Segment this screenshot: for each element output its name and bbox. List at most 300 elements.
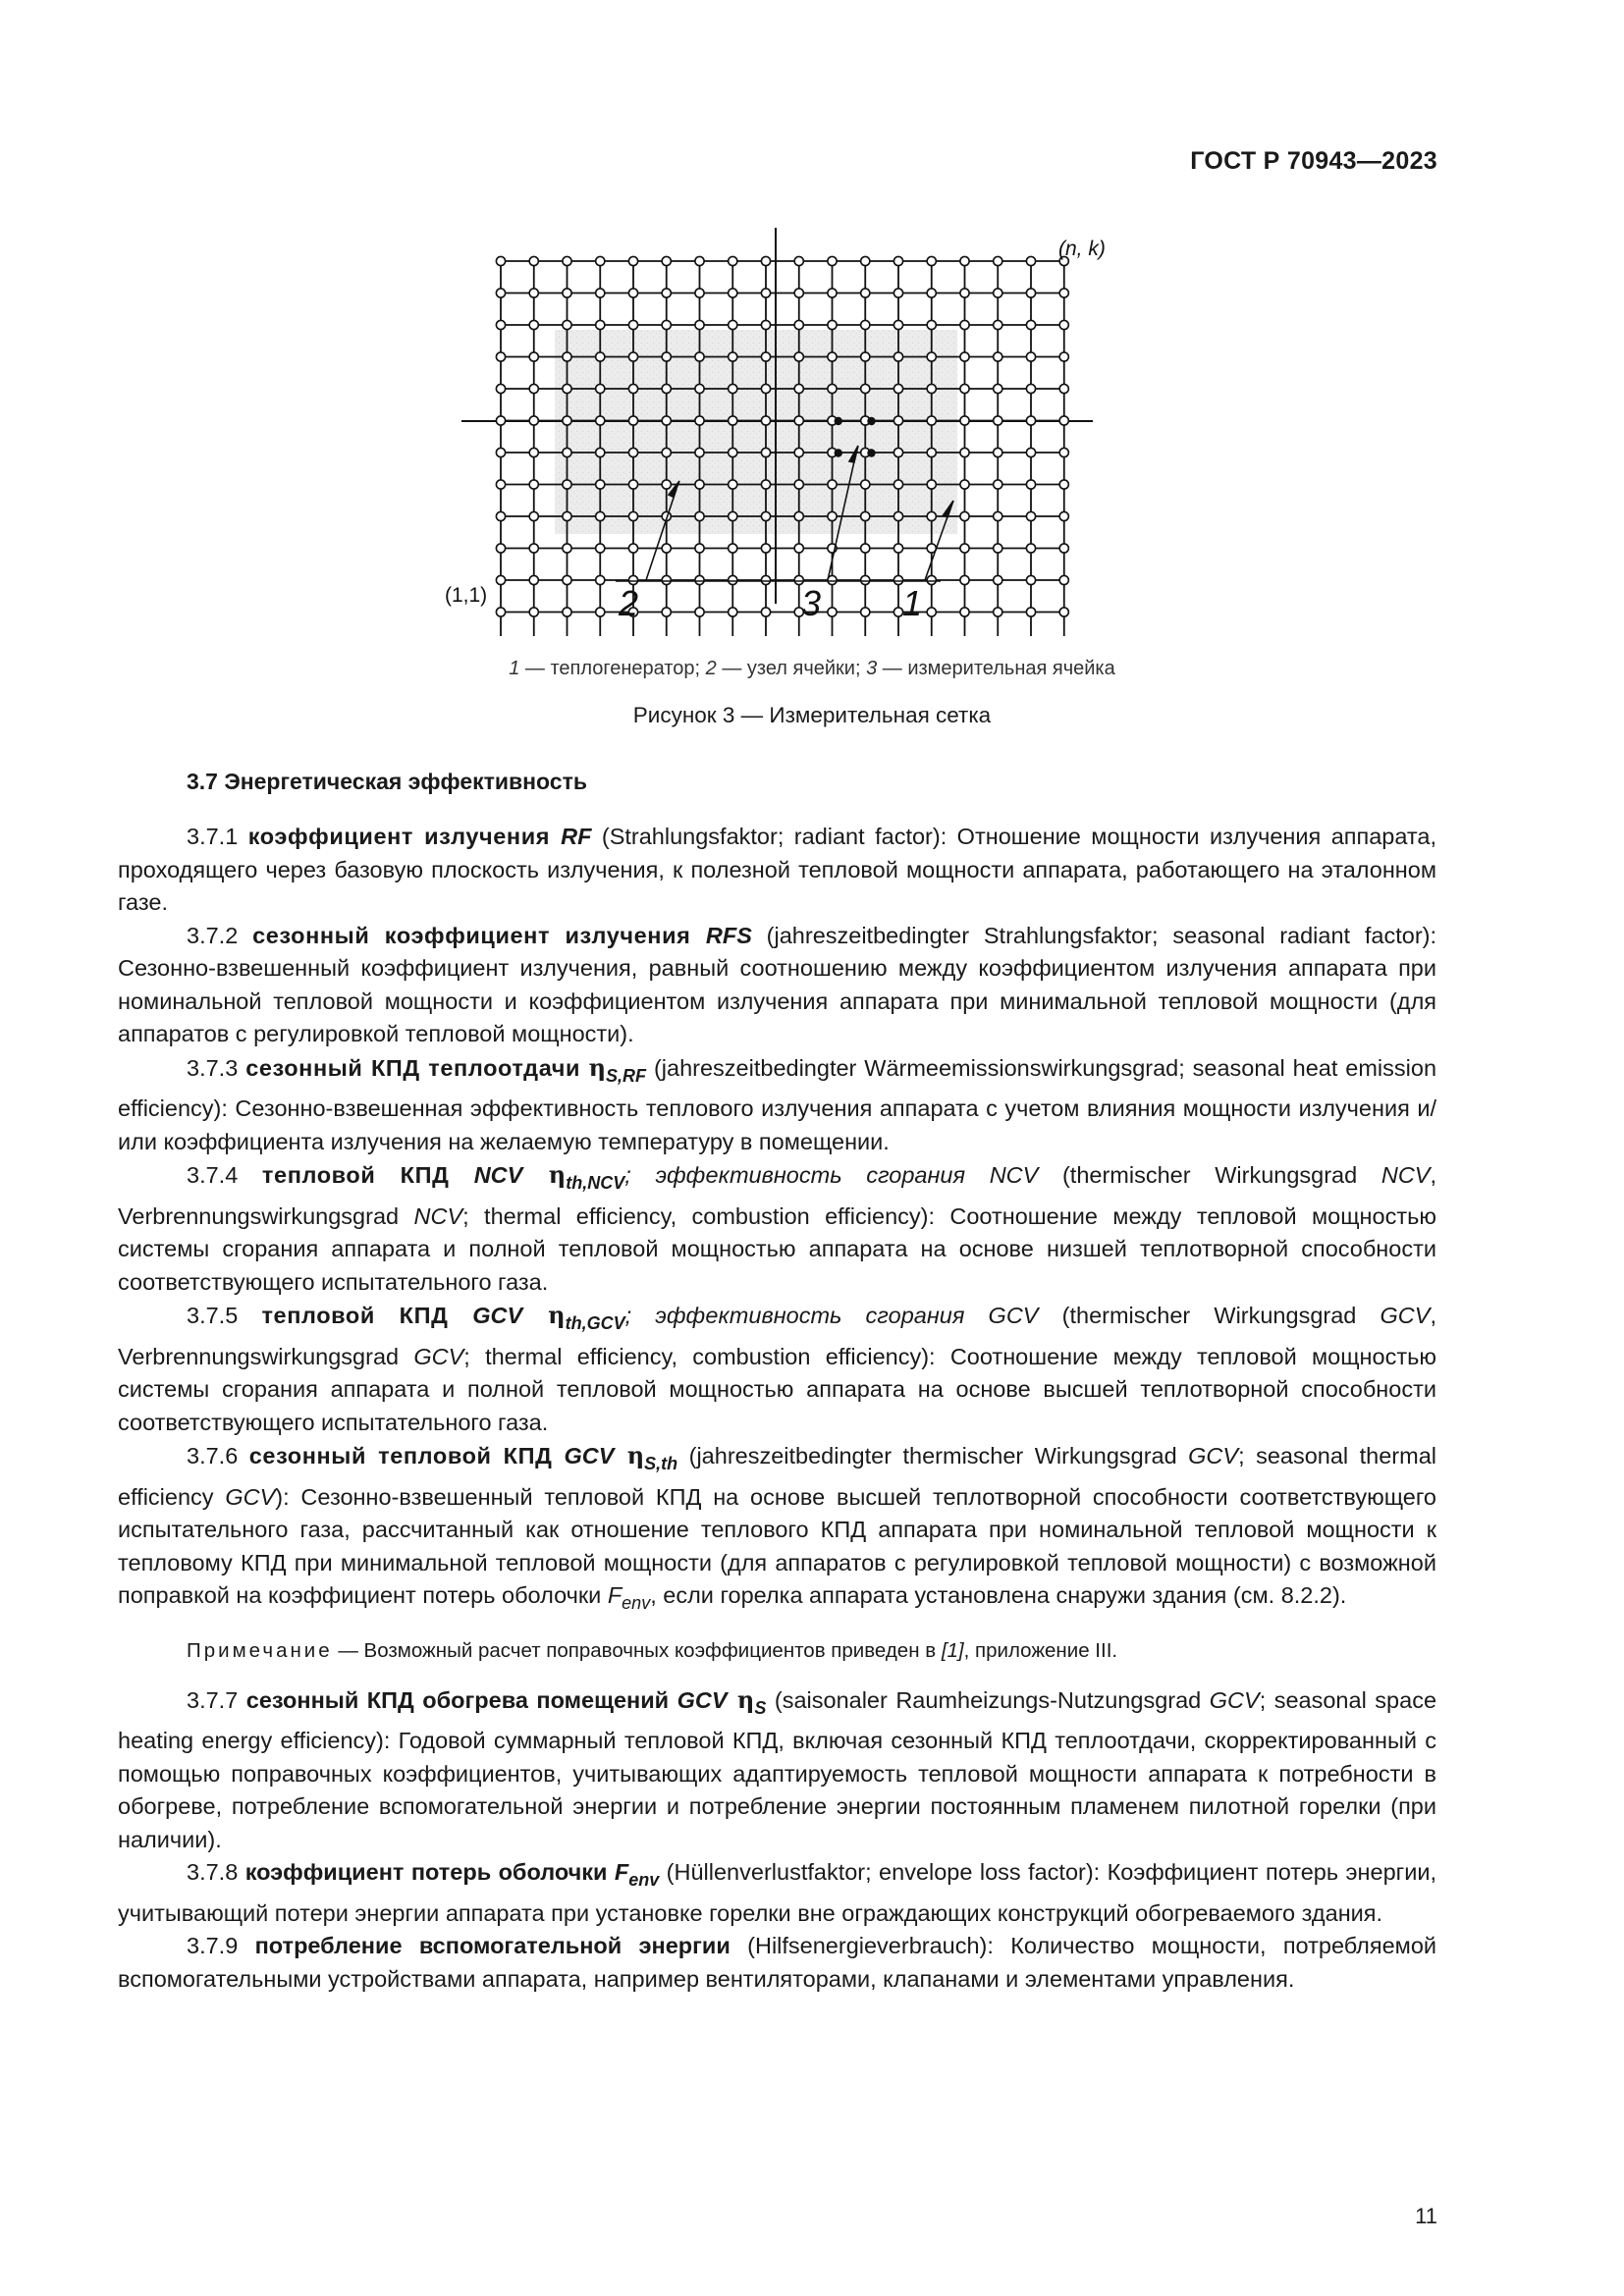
grid-node <box>761 511 770 520</box>
grid-node <box>927 511 936 520</box>
grid-node <box>695 448 704 456</box>
grid-node <box>1059 608 1068 616</box>
grid-node <box>596 608 605 616</box>
grid-node <box>596 480 605 489</box>
clause-number: 3.7.8 <box>187 1859 245 1885</box>
grid-node <box>794 289 803 297</box>
grid-node <box>596 320 605 329</box>
grid-node <box>529 256 538 265</box>
grid-node <box>563 448 571 456</box>
synonym-term: ; эффективность сгорания NCV <box>624 1162 1039 1188</box>
note-reference: [1] <box>941 1638 964 1662</box>
grid-node <box>994 384 1002 393</box>
grid-node <box>662 480 671 489</box>
definition-text: (jahreszeitbedingter Wärmeemissionswirkungsgrad; seasonal heat emission efficiency): Сезонно-взвешенная эффективность теплового излучения аппарата с учетом влияния мощности излучения и/или коэффициента излучения на желаемую температуру в помещении. <box>118 1054 1437 1154</box>
grid-node <box>628 352 637 361</box>
term: коэффициент излучения <box>247 824 562 849</box>
grid-node <box>828 352 837 361</box>
grid-node <box>761 352 770 361</box>
clause-number: 3.7.3 <box>187 1054 246 1081</box>
grid-node <box>994 511 1002 520</box>
grid-node <box>1026 416 1035 425</box>
grid-node <box>828 384 837 393</box>
grid-node <box>695 575 704 584</box>
clause-number: 3.7.1 <box>187 824 248 849</box>
grid-node <box>828 480 837 489</box>
grid-node <box>960 384 969 393</box>
grid-node <box>563 384 571 393</box>
eta-symbol: η <box>522 1160 567 1189</box>
grid-node <box>596 384 605 393</box>
grid-node <box>628 256 637 265</box>
grid-node <box>1026 384 1035 393</box>
grid-corner-label-bottom: (1,1) <box>445 584 488 607</box>
definition-text: , Verbrennungswirkungsgrad <box>118 1303 1436 1369</box>
grid-node <box>960 480 969 489</box>
grid-node <box>729 448 737 456</box>
grid-node <box>761 480 770 489</box>
legend-num: 3 <box>866 658 878 679</box>
grid-node <box>662 384 671 393</box>
note-label: Примечание <box>187 1638 333 1662</box>
grid-node <box>496 448 505 456</box>
eta-symbol: η <box>522 1301 566 1329</box>
grid-node <box>628 289 637 297</box>
symbol-italic: GCV <box>1380 1303 1431 1328</box>
measurement-cell-node <box>835 449 842 456</box>
grid-node <box>729 416 737 425</box>
grid-node <box>761 608 770 616</box>
grid-node <box>1059 575 1068 584</box>
grid-node <box>596 289 605 297</box>
grid-node <box>496 608 505 616</box>
callout-label-3: 3 <box>801 583 822 623</box>
callout-label-2: 2 <box>619 583 639 623</box>
term-symbol: RFS <box>705 922 752 948</box>
grid-node <box>628 511 637 520</box>
measurement-grid-figure <box>422 224 1129 636</box>
grid-node <box>729 544 737 553</box>
grid-node <box>861 352 870 361</box>
grid-node <box>662 448 671 456</box>
grid-node <box>960 352 969 361</box>
grid-node <box>596 575 605 584</box>
measurement-cell-node <box>867 449 875 456</box>
grid-node <box>927 416 936 425</box>
grid-node <box>662 289 671 297</box>
definition-text: , Verbrennungswirkungsgrad <box>118 1162 1436 1229</box>
grid-node <box>960 448 969 456</box>
grid-node <box>761 416 770 425</box>
grid-node <box>729 575 737 584</box>
term: коэффициент потерь оболочки <box>244 1859 615 1885</box>
term-symbol: RF <box>561 824 592 849</box>
grid-node <box>529 320 538 329</box>
grid-node <box>893 320 902 329</box>
symbol-subscript: env <box>628 1870 660 1890</box>
grid-node <box>994 289 1002 297</box>
grid-node <box>496 256 505 265</box>
grid-node <box>662 320 671 329</box>
grid-node <box>893 544 902 553</box>
grid-node <box>496 416 505 425</box>
grid-node <box>695 320 704 329</box>
grid-node <box>761 448 770 456</box>
grid-node <box>893 416 902 425</box>
grid-node <box>960 256 969 265</box>
grid-node <box>794 416 803 425</box>
grid-node <box>994 608 1002 616</box>
term: сезонный КПД обогрева помещений <box>245 1686 677 1713</box>
grid-node <box>529 352 538 361</box>
grid-node <box>927 480 936 489</box>
grid-node <box>1026 256 1035 265</box>
grid-node <box>1026 608 1035 616</box>
grid-node <box>662 416 671 425</box>
paragraph-3-7-3 <box>118 1051 1436 1159</box>
eta-symbol: η <box>614 1441 645 1469</box>
term: тепловой КПД <box>261 1303 473 1328</box>
paragraph-3-7-6 <box>118 1439 1436 1621</box>
grid-node <box>695 511 704 520</box>
definition-text: ; seasonal space heating energy efficiency): Годовой суммарный тепловой КПД, включая сезонный КПД теплоотдачи, скорректированный с помощью поправочных коэффициентов, учитывающих адаптируемость тепловой мощности аппарата к потребности в обогреве, потребление вспомогательной энергии и потребление энергии постоянным пламенем пилотной горелки (при наличии). <box>118 1686 1437 1852</box>
grid-node <box>729 511 737 520</box>
eta-subscript: S,RF <box>606 1065 647 1086</box>
grid-node <box>1026 320 1035 329</box>
grid-node <box>1026 575 1035 584</box>
term-symbol: GCV <box>472 1303 523 1328</box>
grid-node <box>596 511 605 520</box>
grid-node <box>695 352 704 361</box>
grid-node <box>960 575 969 584</box>
definition-text: (thermischer Wirkungsgrad <box>1038 1303 1380 1328</box>
symbol-italic: GCV <box>225 1483 276 1510</box>
term: сезонный КПД теплоотдачи <box>245 1054 589 1081</box>
definition-text: (saisonaler Raumheizungs-Nutzungsgrad <box>766 1686 1210 1713</box>
figure-caption: Рисунок 3 — Измерительная сетка <box>632 703 992 727</box>
grid-node <box>596 416 605 425</box>
grid-node <box>960 544 969 553</box>
grid-node <box>794 320 803 329</box>
definition-text: , если горелка аппарата установлена снаружи здания (см. 8.2.2). <box>650 1582 1347 1608</box>
grid-node <box>1059 544 1068 553</box>
note-text: , приложение III. <box>963 1638 1118 1662</box>
grid-node <box>960 608 969 616</box>
grid-node <box>596 256 605 265</box>
grid-node <box>729 352 737 361</box>
grid-corner-label-top: (n, k) <box>1058 238 1106 260</box>
symbol-italic: NCV <box>413 1202 463 1229</box>
eta-subscript: th,GCV <box>565 1313 625 1333</box>
grid-node <box>794 352 803 361</box>
grid-node <box>861 384 870 393</box>
definition-text: ; thermal efficiency, combustion efficiency): Соотношение между тепловой мощностью системы сгорания аппарата и полной тепловой мощностью аппарата на основе высшей теплотворной способности соответствующего испытательного газа. <box>118 1343 1436 1435</box>
grid-node <box>828 608 837 616</box>
measurement-cell-node <box>835 417 842 425</box>
grid-node <box>927 256 936 265</box>
eta-symbol: η <box>727 1684 755 1714</box>
grid-node <box>628 480 637 489</box>
grid-node <box>729 320 737 329</box>
grid-node <box>729 480 737 489</box>
paragraph-3-7-8 <box>118 1856 1436 1930</box>
clause-number: 3.7.6 <box>187 1443 249 1468</box>
grid-node <box>628 448 637 456</box>
term: сезонный коэффициент излучения <box>252 922 706 948</box>
grid-node <box>927 384 936 393</box>
eta-subscript: th,NCV <box>566 1173 625 1193</box>
grid-node <box>563 320 571 329</box>
grid-node <box>828 289 837 297</box>
grid-node <box>893 448 902 456</box>
definition-text: (jahreszeitbedingter Strahlungsfaktor; seasonal radiant factor): Сезонно-взвешенный коэффициент излучения, равный соотношению между коэффициентом излучения аппарата при номинальной тепловой мощности и коэффициентом излучения аппарата при минимальной тепловой мощности (для аппаратов с регулировкой тепловой мощности). <box>118 922 1436 1046</box>
grid-node <box>861 480 870 489</box>
grid-node <box>960 320 969 329</box>
grid-node <box>496 352 505 361</box>
grid-node <box>893 256 902 265</box>
grid-node <box>563 608 571 616</box>
grid-node <box>994 480 1002 489</box>
grid-node <box>927 320 936 329</box>
grid-node <box>529 575 538 584</box>
grid-node <box>496 480 505 489</box>
grid-node <box>761 384 770 393</box>
grid-node <box>1059 320 1068 329</box>
grid-node <box>960 289 969 297</box>
grid-node <box>496 575 505 584</box>
grid-node <box>1059 416 1068 425</box>
definition-text: ; seasonal thermal efficiency <box>118 1443 1436 1510</box>
grid-node <box>596 352 605 361</box>
paragraph-3-7-4 <box>118 1158 1436 1299</box>
grid-node <box>927 608 936 616</box>
grid-node <box>662 352 671 361</box>
term-symbol: GCV <box>677 1686 728 1713</box>
paragraph-3-7-5 <box>118 1299 1436 1439</box>
definition-text: ; thermal efficiency, combustion efficiency): Соотношение между тепловой мощностью системы сгорания аппарата и полной тепловой мощностью аппарата на основе низшей теплотворной способности соответствующего испытательного газа. <box>118 1202 1436 1295</box>
grid-node <box>529 608 538 616</box>
grid-node <box>1026 544 1035 553</box>
grid-node <box>1059 384 1068 393</box>
grid-node <box>563 544 571 553</box>
grid-node <box>596 544 605 553</box>
grid-node <box>1026 352 1035 361</box>
grid-node <box>729 384 737 393</box>
grid-node <box>563 416 571 425</box>
grid-node <box>893 480 902 489</box>
grid-node <box>761 544 770 553</box>
grid-node <box>794 256 803 265</box>
grid-node <box>861 256 870 265</box>
grid-node <box>927 448 936 456</box>
grid-node <box>695 256 704 265</box>
grid-node <box>960 511 969 520</box>
grid-node <box>1026 289 1035 297</box>
definition-text: ): Сезонно-взвешенный тепловой КПД на основе высшей теплотворной способности соответствующего испытательного газа, рассчитанный как отношение теплового КПД аппарата при номинальной тепловой мощности к тепловому КПД при минимальной тепловой мощности (для аппаратов с регулировкой тепловой мощности) с возможной поправкой на коэффициент потерь оболочки <box>118 1483 1436 1608</box>
grid-node <box>563 289 571 297</box>
grid-node <box>695 480 704 489</box>
grid-node <box>662 256 671 265</box>
term-symbol: F <box>614 1859 629 1885</box>
grid-node <box>893 352 902 361</box>
symbol-subscript: env <box>622 1593 651 1613</box>
grid-node <box>563 511 571 520</box>
definition-text: (thermischer Wirkungsgrad <box>1038 1162 1381 1188</box>
grid-node <box>794 544 803 553</box>
definition-text: (jahreszeitbedingter thermischer Wirkungsgrad <box>677 1443 1189 1468</box>
symbol-italic: GCV <box>1209 1686 1260 1713</box>
grid-node <box>960 416 969 425</box>
term-symbol: GCV <box>564 1443 615 1468</box>
grid-node <box>563 352 571 361</box>
clause-number: 3.7.5 <box>187 1303 262 1328</box>
grid-node <box>994 575 1002 584</box>
clause-number: 3.7.9 <box>187 1933 255 1958</box>
eta-subscript: S <box>754 1697 767 1718</box>
legend-text: — измерительная ячейка <box>877 658 1115 679</box>
grid-node <box>861 608 870 616</box>
grid-node <box>695 416 704 425</box>
grid-node <box>529 448 538 456</box>
grid-node <box>828 256 837 265</box>
grid-node <box>1059 480 1068 489</box>
grid-node <box>1059 448 1068 456</box>
grid-node <box>496 544 505 553</box>
grid-node <box>529 384 538 393</box>
grid-node <box>861 575 870 584</box>
callout-label-1: 1 <box>902 583 923 623</box>
grid-node <box>563 480 571 489</box>
grid-node <box>662 575 671 584</box>
grid-node <box>1059 511 1068 520</box>
symbol-italic: GCV <box>1188 1443 1239 1468</box>
grid-node <box>695 289 704 297</box>
grid-node <box>794 480 803 489</box>
legend-text: — узел ячейки; <box>716 658 867 679</box>
grid-node <box>529 480 538 489</box>
grid-node <box>729 608 737 616</box>
grid-node <box>794 448 803 456</box>
grid-node <box>828 320 837 329</box>
grid-node <box>994 448 1002 456</box>
legend-num: 1 <box>509 658 520 679</box>
grid-node <box>828 511 837 520</box>
grid-node <box>861 511 870 520</box>
grid-node <box>794 511 803 520</box>
paragraph-3-7-7 <box>118 1683 1436 1857</box>
grid-node <box>563 575 571 584</box>
grid-node <box>529 544 538 553</box>
page-number: 11 <box>1415 2204 1437 2228</box>
grid-node <box>496 384 505 393</box>
grid-node <box>496 289 505 297</box>
grid-node <box>695 544 704 553</box>
grid-node <box>662 544 671 553</box>
grid-node <box>1026 480 1035 489</box>
grid-node <box>893 511 902 520</box>
grid-node <box>893 384 902 393</box>
legend-text: — теплогенератор; <box>519 658 706 679</box>
definition-text: (Strahlungsfaktor; radiant factor): Отношение мощности излучения аппарата, проходящего через базовую плоскость излучения, к полезной тепловой мощности аппарата, работающего на эталонном газе. <box>118 824 1437 915</box>
synonym-term: ; эффективность сгорания GCV <box>624 1303 1039 1328</box>
grid-node <box>927 352 936 361</box>
clause-number: 3.7.4 <box>187 1162 262 1188</box>
grid-node <box>1026 511 1035 520</box>
grid-node <box>596 448 605 456</box>
symbol-italic: GCV <box>413 1343 464 1369</box>
paragraph-3-7-9 <box>118 1930 1436 1996</box>
clause-number: 3.7.2 <box>187 922 253 948</box>
figure-legend <box>0 658 1624 680</box>
grid-node <box>695 608 704 616</box>
grid-node <box>628 320 637 329</box>
grid-node <box>1059 289 1068 297</box>
term: тепловой КПД <box>261 1162 474 1188</box>
grid-node <box>861 320 870 329</box>
eta-subscript: S,th <box>644 1454 678 1473</box>
grid-node <box>861 544 870 553</box>
grid-node <box>1026 448 1035 456</box>
grid-node <box>994 320 1002 329</box>
term: сезонный тепловой КПД <box>248 1443 565 1468</box>
grid-node <box>927 289 936 297</box>
grid-node <box>563 256 571 265</box>
term-symbol: NCV <box>473 1162 523 1188</box>
grid-node <box>695 384 704 393</box>
grid-node <box>628 416 637 425</box>
grid-node <box>927 575 936 584</box>
note-text: — Возможный расчет поправочных коэффициентов приведен в <box>332 1638 942 1662</box>
grid-node <box>529 511 538 520</box>
grid-node <box>529 416 538 425</box>
grid-node <box>761 320 770 329</box>
grid-node <box>994 544 1002 553</box>
grid-node <box>529 289 538 297</box>
legend-num: 2 <box>705 658 717 679</box>
section-heading: 3.7 Энергетическая эффективность <box>187 769 588 794</box>
grid-node <box>496 511 505 520</box>
grid-node <box>861 289 870 297</box>
grid-node <box>994 352 1002 361</box>
definition-text: (Hüllenverlustfaktor; envelope loss factor): Коэффициент потерь энергии, учитывающий потери энергии аппарата при установке горелки вне ограждающих конструкций обогреваемого здания. <box>118 1859 1437 1926</box>
grid-node <box>893 289 902 297</box>
grid-node <box>628 544 637 553</box>
symbol-italic: NCV <box>1380 1162 1431 1188</box>
grid-node <box>794 384 803 393</box>
term: потребление вспомогательной энергии <box>254 1933 731 1958</box>
grid-node <box>628 384 637 393</box>
grid-node <box>994 416 1002 425</box>
clause-number: 3.7.7 <box>187 1686 246 1713</box>
grid-node <box>1059 352 1068 361</box>
grid-node <box>761 256 770 265</box>
grid-node <box>496 320 505 329</box>
symbol-italic: F <box>607 1582 623 1608</box>
body-text <box>118 821 1436 1996</box>
grid-node <box>662 608 671 616</box>
paragraph-3-7-1 <box>118 821 1436 920</box>
note <box>118 1636 1436 1666</box>
grid-node <box>729 289 737 297</box>
definition-text: (Hilfsenergieverbrauch): Количество мощности, потребляемой вспомогательными устройствами аппарата, например вентиляторами, клапанами и элементами управления. <box>118 1933 1437 1992</box>
grid-node <box>761 575 770 584</box>
measurement-cell-node <box>867 417 875 425</box>
grid-node <box>994 256 1002 265</box>
eta-symbol: η <box>588 1052 607 1082</box>
grid-node <box>761 289 770 297</box>
grid-node <box>729 256 737 265</box>
document-code: ГОСТ Р 70943—2023 <box>1190 147 1437 175</box>
